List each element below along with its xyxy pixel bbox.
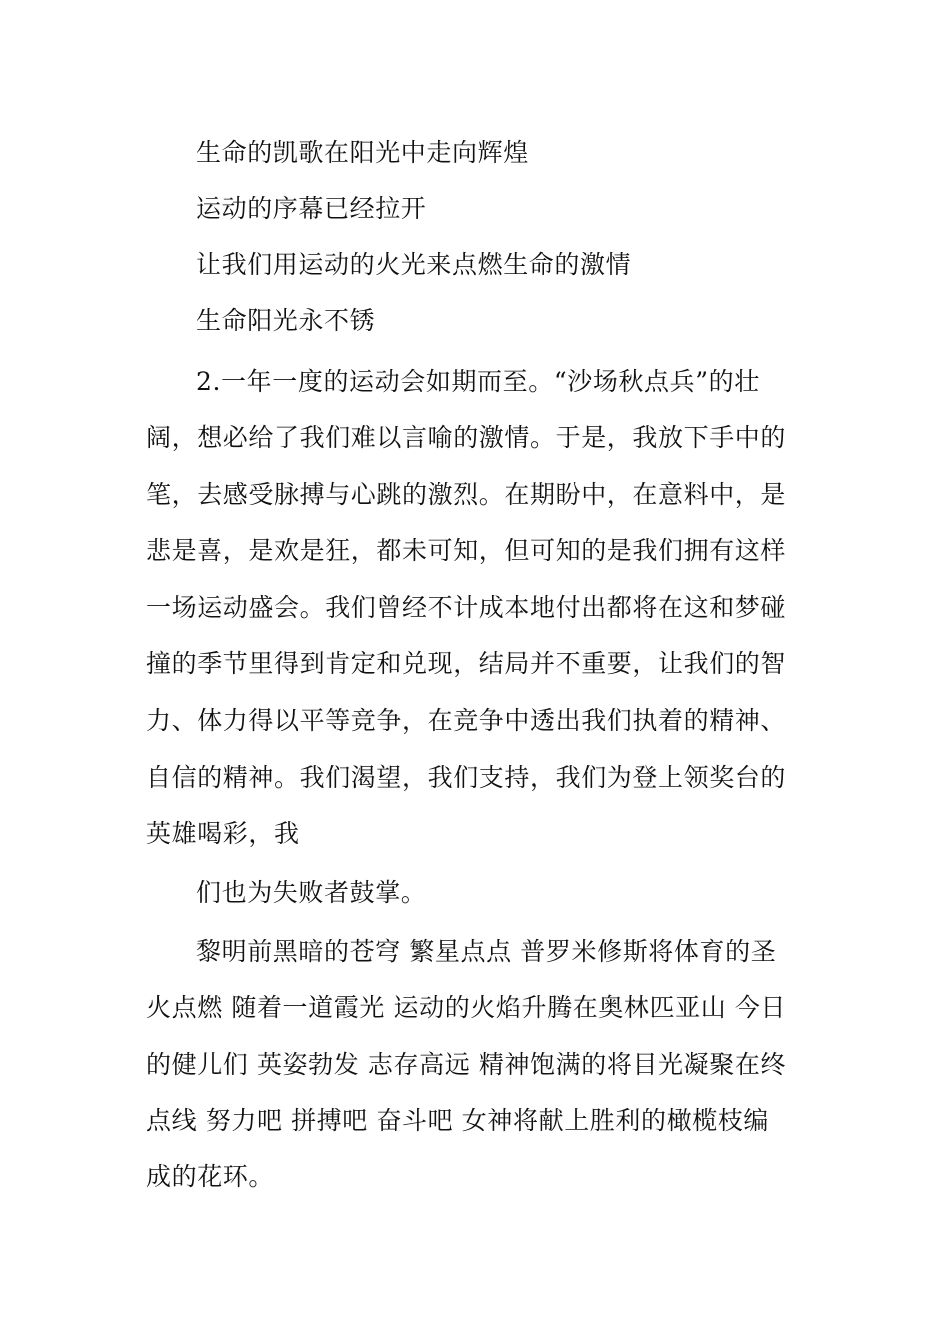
paragraph-2-line-1: 2.一年一度的运动会如期而至。“沙场秋点兵”的壮: [196, 367, 760, 396]
paragraph-2-line-2: 阔，想必给了我们难以言喻的激情。于是，我放下手中的: [146, 423, 787, 452]
paragraph-3-line-1: 们也为失败者鼓掌。: [196, 878, 427, 907]
paragraph-2-line-3: 笔，去感受脉搏与心跳的激烈。在期盼中，在意料中，是: [146, 480, 787, 509]
paragraph-4-line-4: 点线 努力吧 拼搏吧 奋斗吧 女神将献上胜利的橄榄枝编: [146, 1106, 769, 1135]
paragraph-4-line-1: 黎明前黑暗的苍穹 繁星点点 普罗米修斯将体育的圣: [196, 937, 777, 966]
poem-line-3: 让我们用运动的火光来点燃生命的激情: [196, 250, 632, 279]
paragraph-2-line-8: 自信的精神。我们渴望，我们支持，我们为登上领奖台的: [146, 763, 787, 792]
paragraph-4-line-5: 成的花环。: [146, 1162, 275, 1191]
poem-line-1: 生命的凯歌在阳光中走向辉煌: [196, 138, 529, 167]
paragraph-4-line-2: 火点燃 随着一道霞光 运动的火焰升腾在奥林匹亚山 今日: [146, 993, 787, 1022]
poem-line-4: 生命阳光永不锈: [196, 306, 376, 335]
paragraph-2-line-4: 悲是喜，是欢是狂，都未可知，但可知的是我们拥有这样: [146, 536, 787, 565]
paragraph-2-line-9: 英雄喝彩，我: [146, 819, 300, 848]
paragraph-2-line-5: 一场运动盛会。我们曾经不计成本地付出都将在这和梦碰: [146, 593, 787, 622]
paragraph-4-line-3: 的健儿们 英姿勃发 志存高远 精神饱满的将目光凝聚在终: [146, 1050, 787, 1079]
paragraph-2-line-6: 撞的季节里得到肯定和兑现，结局并不重要，让我们的智: [146, 649, 787, 678]
paragraph-2-line-7: 力、体力得以平等竞争，在竞争中透出我们执着的精神、: [146, 706, 787, 735]
poem-line-2: 运动的序幕已经拉开: [196, 194, 427, 223]
